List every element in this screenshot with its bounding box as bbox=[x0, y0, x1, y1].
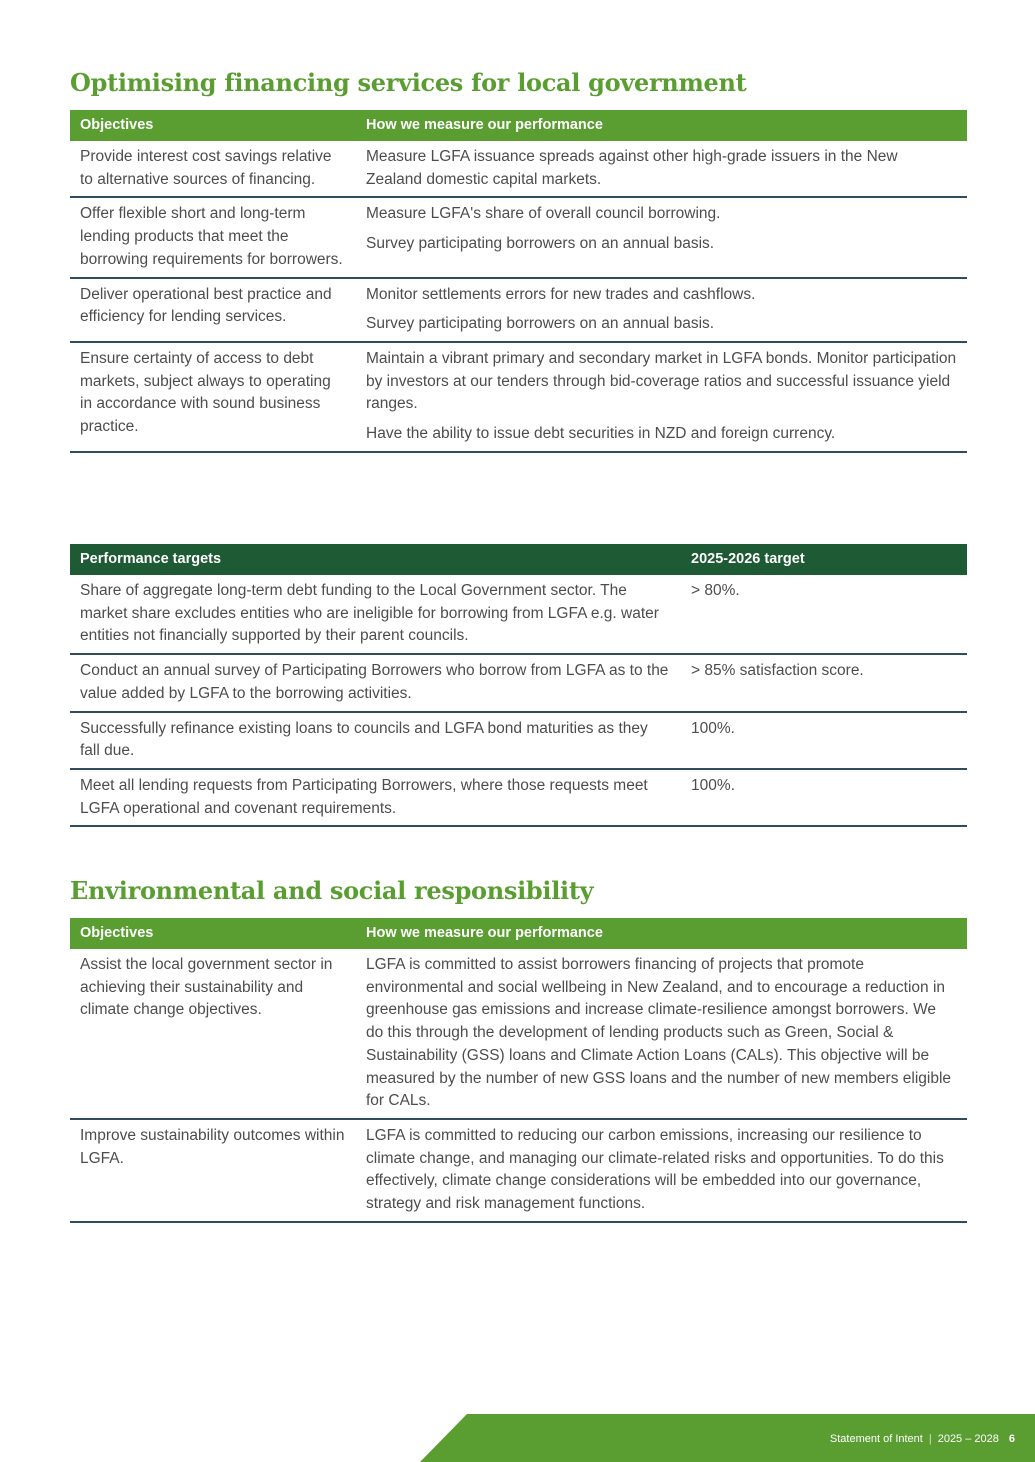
column-header-objectives: Objectives bbox=[70, 110, 356, 141]
table-row bbox=[70, 342, 967, 452]
measure-cell bbox=[356, 278, 967, 342]
table-header-row bbox=[70, 544, 967, 575]
measure-text: Maintain a vibrant primary and secondary market in LGFA bonds. Monitor participation by investors at our tenders through bid-coverage ratios and successful issuance yield ranges. bbox=[366, 349, 957, 413]
table-row bbox=[70, 769, 967, 826]
environmental-objectives-table bbox=[70, 918, 967, 1223]
measure-text: Monitor settlements errors for new trades and cashflows. bbox=[366, 285, 756, 303]
table-row bbox=[70, 197, 967, 277]
target-cell: Conduct an annual survey of Participating Borrowers who borrow from LGFA as to the value added by LGFA to the borrowing activities. bbox=[70, 654, 681, 711]
target-cell: Meet all lending requests from Participating Borrowers, where those requests meet LGFA operational and covenant requirements. bbox=[70, 769, 681, 826]
section-heading-environmental: Environmental and social responsibility bbox=[70, 876, 594, 905]
measure-text: Survey participating borrowers on an annual basis. bbox=[366, 315, 715, 333]
measure-text: Measure LGFA issuance spreads against other high-grade issuers in the New Zealand domestic capital markets. bbox=[366, 148, 898, 188]
column-header-objectives: Objectives bbox=[70, 918, 356, 949]
section-heading-financing: Optimising financing services for local government bbox=[70, 68, 747, 97]
table-row bbox=[70, 141, 967, 197]
measure-cell bbox=[356, 342, 967, 452]
measure-cell bbox=[356, 949, 967, 1119]
objective-cell: Provide interest cost savings relative to alternative sources of financing. bbox=[70, 141, 356, 197]
footer-years: 2025 – 2028 bbox=[937, 1433, 999, 1445]
target-value-cell: 100%. bbox=[681, 769, 967, 826]
target-value-cell: 100%. bbox=[681, 712, 967, 769]
table-row bbox=[70, 278, 967, 342]
measure-text: LGFA is committed to reducing our carbon emissions, increasing our resilience to climate change, and managing our climate-related risks and opportunities. To do this effectively, climate change considerations will be embedded into our governance, strategy and risk management functions. bbox=[366, 1126, 944, 1213]
objective-cell: Deliver operational best practice and efficiency for lending services. bbox=[70, 278, 356, 342]
target-cell: Successfully refinance existing loans to councils and LGFA bond maturities as they fall due. bbox=[70, 712, 681, 769]
target-cell: Share of aggregate long-term debt funding to the Local Government sector. The market share excludes entities who are ineligible for borrowing from LGFA e.g. water entities not financially supported by their parent councils. bbox=[70, 575, 681, 654]
target-value-cell: > 85% satisfaction score. bbox=[681, 654, 967, 711]
column-header-measures: How we measure our performance bbox=[356, 918, 967, 949]
measure-text: LGFA is committed to assist borrowers financing of projects that promote environmental and social wellbeing in New Zealand, and to encourage a reduction in greenhouse gas emissions and increase climate-resilience amongst borrowers. We do this through the development of lending products such as Green, Social & Sustainability (GSS) loans and Climate Action Loans (CALs). This objective will be measured by the number of new GSS loans and the number of new members eligible for CALs. bbox=[366, 956, 952, 1110]
column-header-measures: How we measure our performance bbox=[356, 110, 967, 141]
objective-cell: Improve sustainability outcomes within LGFA. bbox=[70, 1119, 356, 1222]
measure-cell bbox=[356, 197, 967, 277]
table-row bbox=[70, 712, 967, 769]
performance-targets-table bbox=[70, 544, 967, 827]
table-header-row bbox=[70, 110, 967, 141]
table-row bbox=[70, 654, 967, 711]
page-footer bbox=[830, 1432, 1015, 1446]
table-row bbox=[70, 1119, 967, 1222]
table-header-row bbox=[70, 918, 967, 949]
footer-separator: | bbox=[928, 1433, 932, 1445]
measure-cell bbox=[356, 1119, 967, 1222]
measure-text: Measure LGFA's share of overall council borrowing. bbox=[366, 205, 721, 223]
measure-text: Survey participating borrowers on an annual basis. bbox=[366, 235, 715, 253]
footer-document-title: Statement of Intent bbox=[829, 1433, 923, 1445]
table-row bbox=[70, 949, 967, 1119]
column-header-targets: Performance targets bbox=[70, 544, 681, 575]
page-number: 6 bbox=[1008, 1433, 1015, 1445]
objective-cell: Ensure certainty of access to debt markets, subject always to operating in accordance with sound business practice. bbox=[70, 342, 356, 452]
objective-cell: Offer flexible short and long-term lending products that meet the borrowing requirements for borrowers. bbox=[70, 197, 356, 277]
target-value-cell: > 80%. bbox=[681, 575, 967, 654]
measure-cell bbox=[356, 141, 967, 197]
table-row bbox=[70, 575, 967, 654]
column-header-target-value: 2025-2026 target bbox=[681, 544, 967, 575]
measure-text: Have the ability to issue debt securities in NZD and foreign currency. bbox=[366, 425, 836, 443]
objective-cell: Assist the local government sector in achieving their sustainability and climate change objectives. bbox=[70, 949, 356, 1119]
financing-objectives-table bbox=[70, 110, 967, 453]
